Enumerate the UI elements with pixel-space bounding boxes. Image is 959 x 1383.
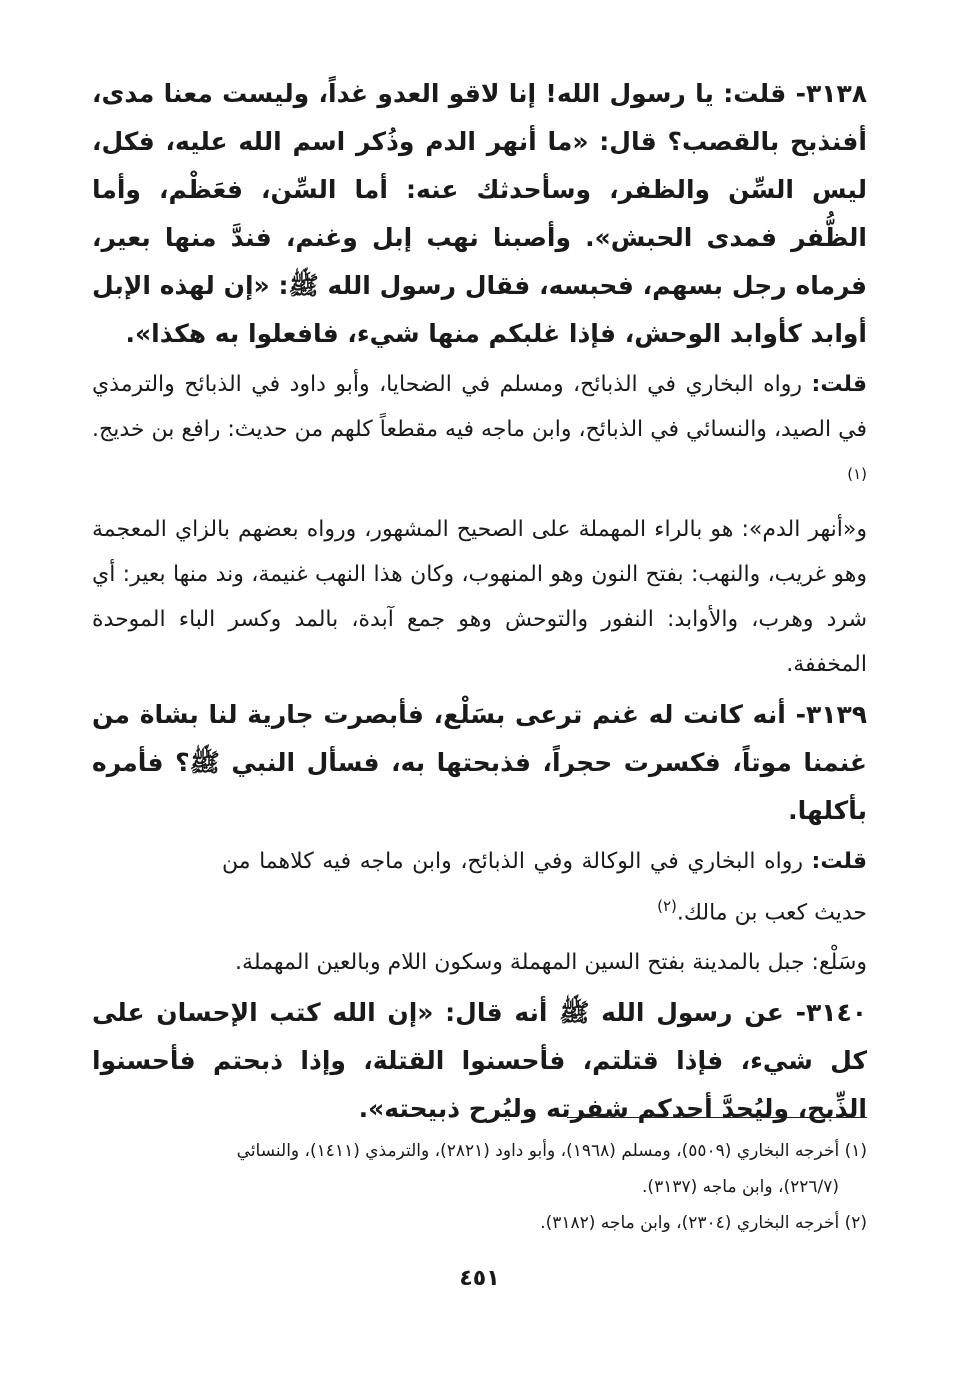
footnote-1-line-2: (٢٢٦/٧)، وابن ماجه (٣١٣٧). bbox=[642, 1177, 839, 1197]
footnotes bbox=[92, 1133, 867, 1241]
commentary-text: رواه البخاري في الذبائح، ومسلم في الضحايا، وأبو داود في الذبائح والترمذي في الصيد، والنسائي في الذبائح، وابن ماجه فيه مقطعاً كلهم من حديث: رافع بن خديج. bbox=[92, 372, 867, 442]
gloss-3138: و«أنهر الدم»: هو بالراء المهملة على الصحيح المشهور، ورواه بعضهم بالزاي المعجمة وهو غريب، والنهب: بفتح النون وهو المنهوب، وكان هذا النهب غنيمة، وند منها بعير: أي شرد وهرب، والأوابد: النفور والتوحش وهو جمع آبدة، بالمد وكسر الباء الموحدة المخففة. bbox=[92, 517, 867, 678]
page-body bbox=[92, 70, 867, 1133]
gloss-3139: وسَلْع: جبل بالمدينة بفتح السين المهملة وسكون اللام وبالعين المهملة. bbox=[235, 949, 867, 975]
commentary-lead: قلت: bbox=[811, 849, 867, 875]
footnote-ref-1[interactable]: (١) bbox=[847, 465, 867, 483]
commentary-3138 bbox=[92, 362, 867, 503]
footnote-divider bbox=[567, 1117, 867, 1118]
page-number: ٤٥١ bbox=[459, 1266, 500, 1291]
footnote-ref-2[interactable]: (٢) bbox=[657, 897, 677, 916]
footnote-2: (٢) أخرجه البخاري (٢٣٠٤)، وابن ماجه (٣١٨٢). bbox=[540, 1213, 867, 1233]
footnote-1-line-1: (١) أخرجه البخاري (٥٥٠٩)، ومسلم (١٩٦٨)، وأبو داود (٢٨٢١)، والترمذي (١٤١١)، والنسائي bbox=[236, 1141, 867, 1161]
hadith-3140: ٣١٤٠- عن رسول الله ﷺ أنه قال: «إن الله كتب الإحسان على كل شيء، فإذا قتلتم، فأحسنوا القتلة، وإذا ذبحتم فأحسنوا الذِّبح، وليُحدَّ أحدكم شفرته وليُرح ذبيحته». bbox=[92, 997, 867, 1123]
hadith-3139: ٣١٣٩- أنه كانت له غنم ترعى بسَلْع، فأبصرت جارية لنا بشاة من غنمنا موتاً، فكسرت حجراً، فذبحتها به، فسأل النبي ﷺ؟ فأمره بأكلها. bbox=[92, 700, 867, 826]
hadith-3138: ٣١٣٨- قلت: يا رسول الله! إنا لاقو العدو غداً، وليست معنا مدى، أفنذبح بالقصب؟ قال: «ما أنهر الدم وذُكر اسم الله عليه، فكل، ليس السِّن والظفر، وسأحدثك عنه: أما السِّن، فعَظْم، وأما الظُّفر فمدى الحبش». وأصبنا نهب إبل وغنم، فندَّ منها بعير، فرماه رجل بسهم، فحبسه، فقال رسول الله ﷺ: «إن لهذه الإبل أوابد كأوابد الوحش، فإذا غلبكم منها شيء، فافعلوا به هكذا». bbox=[92, 79, 867, 348]
commentary-3139 bbox=[222, 839, 867, 935]
commentary-text: رواه البخاري في الوكالة وفي الذبائح، وابن ماجه فيه كلاهما من حديث كعب بن مالك. bbox=[222, 849, 867, 926]
commentary-lead: قلت: bbox=[811, 372, 867, 397]
